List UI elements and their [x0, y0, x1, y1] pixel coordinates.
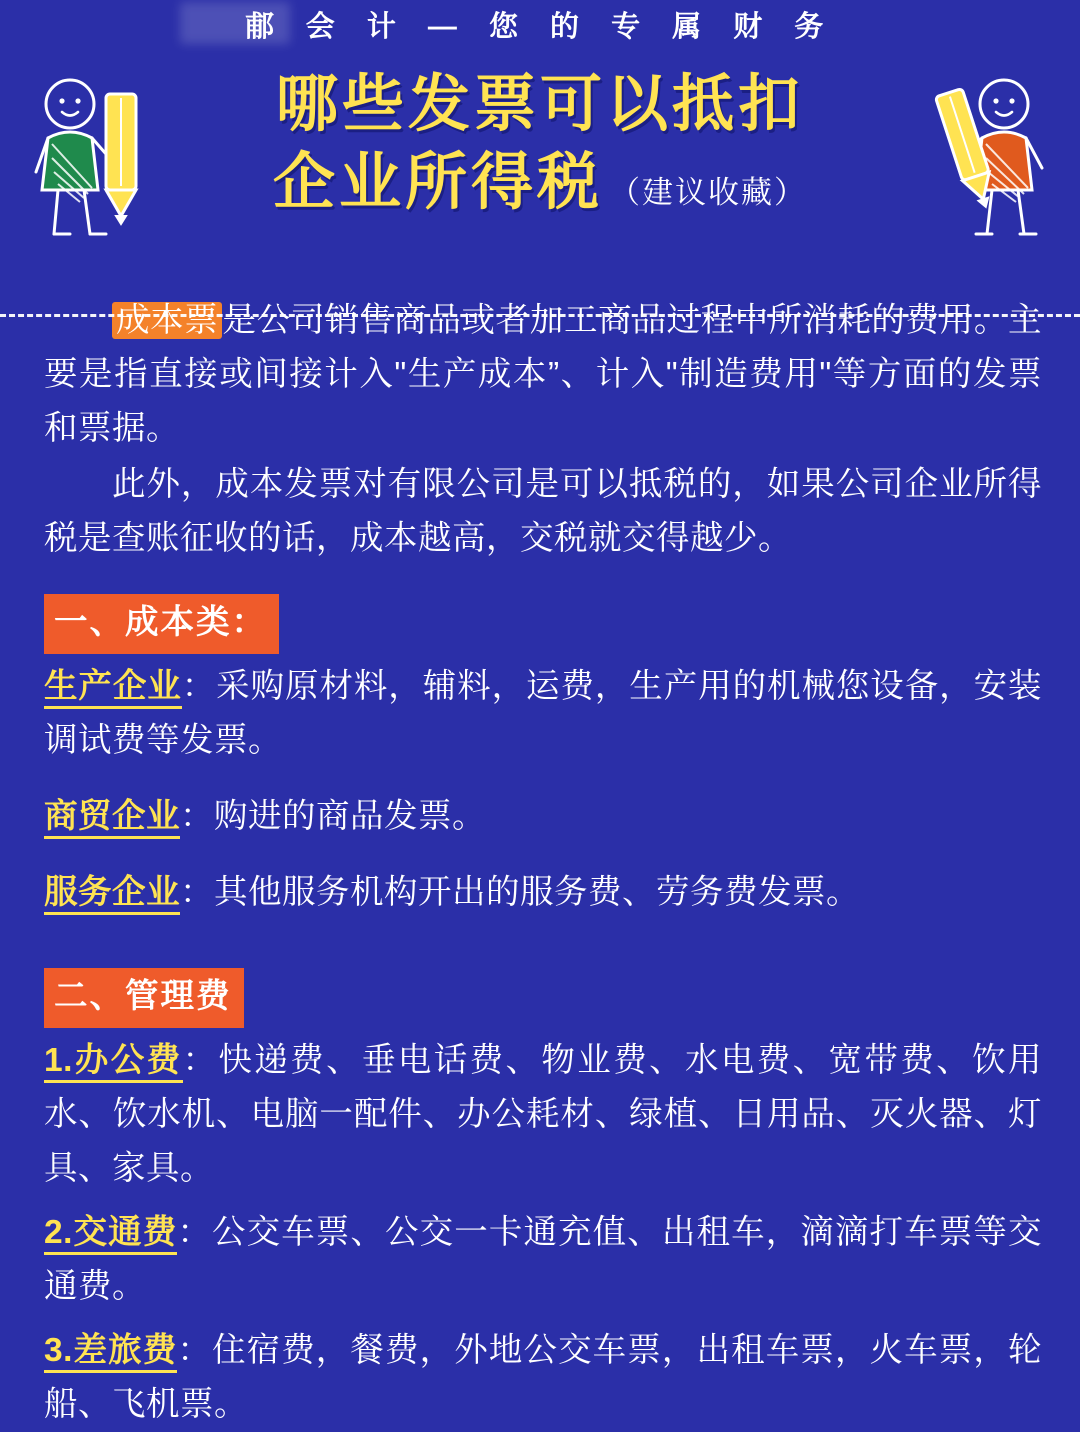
- list-item: [44, 1324, 1042, 1432]
- title-line-1: 哪些发票可以抵扣: [275, 70, 804, 139]
- list-item: [44, 1206, 1042, 1314]
- item-text: 公交车票、公交一卡通充值、出租车，滴滴打车票等交通费。: [44, 1214, 1042, 1305]
- banner-title: 郙 会 计 — 您 的 专 属 财 务: [244, 10, 836, 43]
- item-text: 住宿费，餐费，外地公交车票，出租车票，火车票，轮船、飞机票。: [44, 1332, 1042, 1423]
- section-heading-cost: 一、成本类：: [44, 594, 279, 654]
- intro-paragraph-1-text: 是公司销售商品或者加工商品过程中所消耗的费用。主要是指直接或间接计入"生产成本”、计入"制造费用"等方面的发票和票据。: [44, 302, 1043, 447]
- item-label: 1.办公费: [44, 1042, 183, 1083]
- list-item: [44, 1034, 1042, 1196]
- blurred-logo-region: [180, 2, 290, 44]
- dashed-divider: [0, 314, 1080, 317]
- section-management-fee: [44, 942, 1042, 1432]
- title-line-2-main: 企业所得税: [272, 148, 603, 217]
- item-text: 购进的商品发票。: [214, 798, 486, 835]
- intro-paragraph-1: [44, 294, 1042, 456]
- item-text: 采购原材料，辅料，运费，生产用的机械您设备，安装调试费等发票。: [44, 668, 1043, 759]
- section-heading-management: 二、管理费: [44, 968, 244, 1028]
- intro-paragraph-2: 此外，成本发票对有限公司是可以抵税的，如果公司企业所得税是查账征收的话，成本越高，交税就交得越少。: [44, 466, 1042, 557]
- item-separator: ：: [180, 798, 214, 835]
- item-separator: ：: [182, 1042, 219, 1079]
- top-banner: [0, 0, 1080, 48]
- section-cost: [44, 568, 1042, 920]
- item-separator: ：: [181, 668, 217, 705]
- item-label: 3.差旅费: [44, 1332, 177, 1373]
- item-label: 服务企业: [44, 874, 180, 915]
- item-separator: ：: [180, 874, 214, 911]
- item-label: 商贸企业: [44, 798, 180, 839]
- header: [0, 48, 1080, 266]
- item-label: 生产企业: [44, 668, 182, 709]
- item-separator: ：: [177, 1214, 212, 1251]
- item-text: 其他服务机构开出的服务费、劳务费发票。: [214, 874, 860, 911]
- page-title: [0, 66, 1080, 238]
- item-label: 2.交通费: [44, 1214, 177, 1255]
- list-item: [44, 660, 1042, 768]
- item-separator: ：: [177, 1332, 212, 1369]
- item-text: 快递费、垂电话费、物业费、水电费、宽带费、饮用水、饮水机、电脑一配件、办公耗材、绿植、日用品、灭火器、灯具、家具。: [44, 1042, 1042, 1187]
- title-line-2: [0, 144, 1080, 238]
- article-body: [0, 266, 1080, 1432]
- list-item: [44, 790, 1042, 844]
- title-line-2-sub: （建议收藏）: [609, 175, 807, 210]
- list-item: [44, 866, 1042, 920]
- cost-invoice-highlight: 成本票: [112, 302, 222, 339]
